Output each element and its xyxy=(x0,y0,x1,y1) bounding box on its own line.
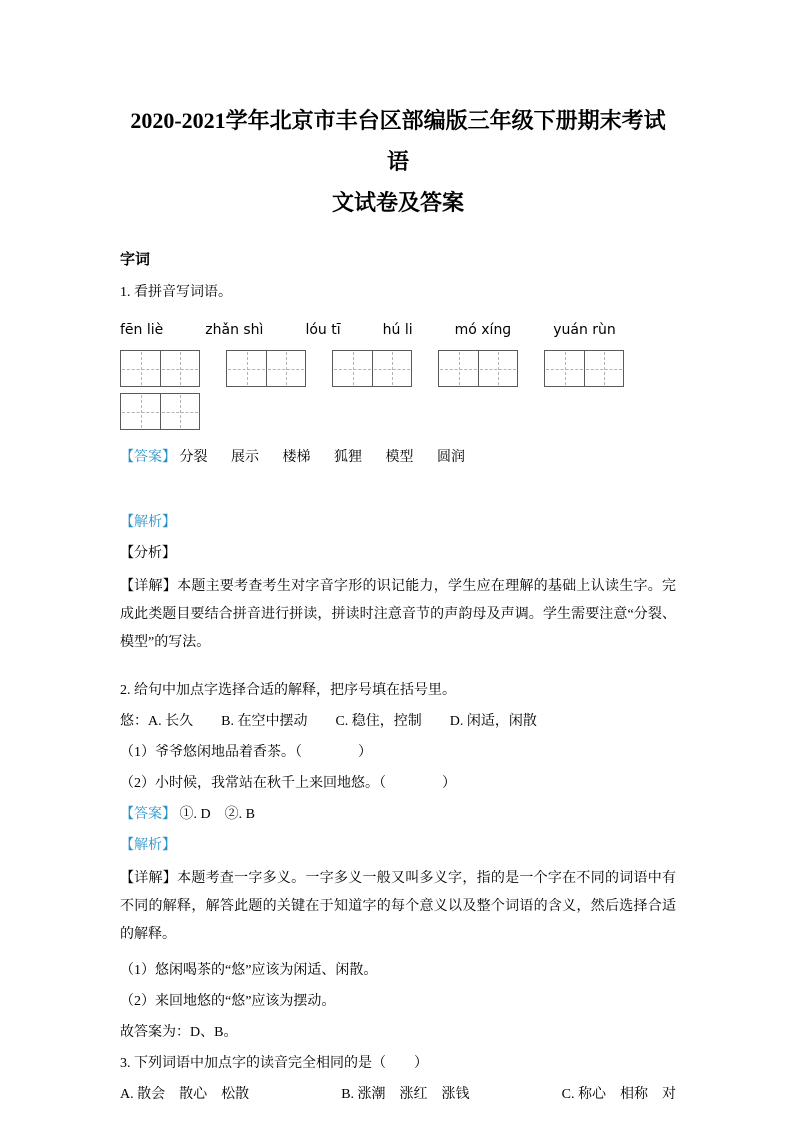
writing-grid-cell xyxy=(584,351,623,386)
writing-grid-group xyxy=(438,350,518,387)
q3-option-c: C. 称心 相称 对 xyxy=(561,1087,676,1102)
q1-fenxi-line xyxy=(120,538,676,569)
detail-text: 本题考查一字多义。一字多义一般又叫多义字，指的是一个字在不同的词语中有不同的解释，解答此题的关键在于知道字的每个意义以及整个词语的含义，然后选择合适的解释。 xyxy=(120,871,677,942)
writing-grid-cell xyxy=(266,351,305,386)
answer-label: 【答案】 xyxy=(120,807,176,822)
q3-stem: 3. 下列词语中加点字的读音完全相同的是（ ） xyxy=(120,1056,428,1071)
writing-grid-cell xyxy=(121,394,160,429)
writing-grid-cell xyxy=(121,351,160,386)
writing-grid-cell xyxy=(439,351,478,386)
answer-word: 楼梯 xyxy=(282,450,311,465)
answer-word: 展示 xyxy=(231,450,259,465)
detail-label: 【详解】 xyxy=(120,579,178,594)
writing-grid-group xyxy=(226,350,306,387)
writing-grid-cell xyxy=(372,351,411,386)
pinyin-word: hú li xyxy=(382,322,413,338)
answer-word: 狐狸 xyxy=(334,450,362,465)
q2-detail-paragraph xyxy=(120,865,676,949)
writing-grid-cell xyxy=(160,351,199,386)
writing-grid-group xyxy=(120,350,200,387)
writing-grid-cell xyxy=(545,351,584,386)
pinyin-word: mó xínɡ xyxy=(454,322,512,338)
q2-jiexi-line xyxy=(120,830,676,861)
writing-grid-cell xyxy=(478,351,517,386)
answer-word: 圆润 xyxy=(437,450,465,465)
answer-word: 分裂 xyxy=(179,450,208,465)
answer-text: ①. D ②. B xyxy=(179,807,255,822)
writing-grid-cell xyxy=(227,351,266,386)
q1-writing-grid-row-2 xyxy=(120,393,676,430)
pinyin-word: fēn liè xyxy=(120,322,164,338)
q3-options-row xyxy=(120,1079,676,1110)
q2-exp1: （1）悠闲喝茶的“悠”应该为闲适、闲散。 xyxy=(120,963,378,978)
q1-detail-paragraph xyxy=(120,573,676,657)
pinyin-word: yuán rùn xyxy=(553,322,616,338)
q1-pinyin-row xyxy=(120,320,676,340)
writing-grid-cell xyxy=(160,394,199,429)
q2-sub2: （2）小时候，我常站在秋千上来回地悠。（ ） xyxy=(120,776,456,791)
title-line-1: 2020-2021学年北京市丰台区部编版三年级下册期末考试语 xyxy=(130,108,666,174)
q1-writing-grid-row-1 xyxy=(120,350,676,387)
writing-grid-cell xyxy=(333,351,372,386)
detail-text: 本题主要考查考生对字音字形的识记能力，学生应在理解的基础上认读生字。完成此类题目要结合拼音进行拼读，拼读时注意音节的声韵母及声调。学生需要注意“分裂、模型”的写法。 xyxy=(120,579,677,650)
q2-sub1: （1）爷爷悠闲地品着香茶。（ ） xyxy=(120,745,372,760)
q2-conclusion: 故答案为：D、B。 xyxy=(120,1025,238,1040)
pinyin-word: lóu tī xyxy=(305,322,341,338)
writing-grid-group xyxy=(120,393,200,430)
fenxi-label: 【分析】 xyxy=(120,546,176,561)
pinyin-word: zhǎn shì xyxy=(205,322,264,338)
q1-stem: 1. 看拼音写词语。 xyxy=(120,285,232,300)
q2-stem: 2. 给句中加点字选择合适的解释，把序号填在括号里。 xyxy=(120,683,456,698)
title-line-2: 文试卷及答案 xyxy=(331,190,464,215)
jiexi-label: 【解析】 xyxy=(120,515,176,530)
writing-grid-group xyxy=(332,350,412,387)
detail-label: 【详解】 xyxy=(120,871,178,886)
writing-grid-group xyxy=(544,350,624,387)
jiexi-label: 【解析】 xyxy=(120,838,176,853)
q3-option-b: B. 涨潮 涨红 涨钱 xyxy=(341,1087,470,1102)
q3-option-a: A. 散会 散心 松散 xyxy=(120,1087,250,1102)
section-header: 字词 xyxy=(120,252,151,268)
q2-exp2: （2）来回地悠的“悠”应该为摆动。 xyxy=(120,994,336,1009)
q1-answer-line xyxy=(120,442,676,473)
answer-label: 【答案】 xyxy=(120,450,176,465)
document-title xyxy=(120,100,676,223)
q2-answer-line xyxy=(120,799,676,830)
answer-word: 模型 xyxy=(385,450,414,465)
q2-choices: 悠：A. 长久 B. 在空中摆动 C. 稳住，控制 D. 闲适，闲散 xyxy=(120,714,537,729)
q1-jiexi-line xyxy=(120,507,676,538)
